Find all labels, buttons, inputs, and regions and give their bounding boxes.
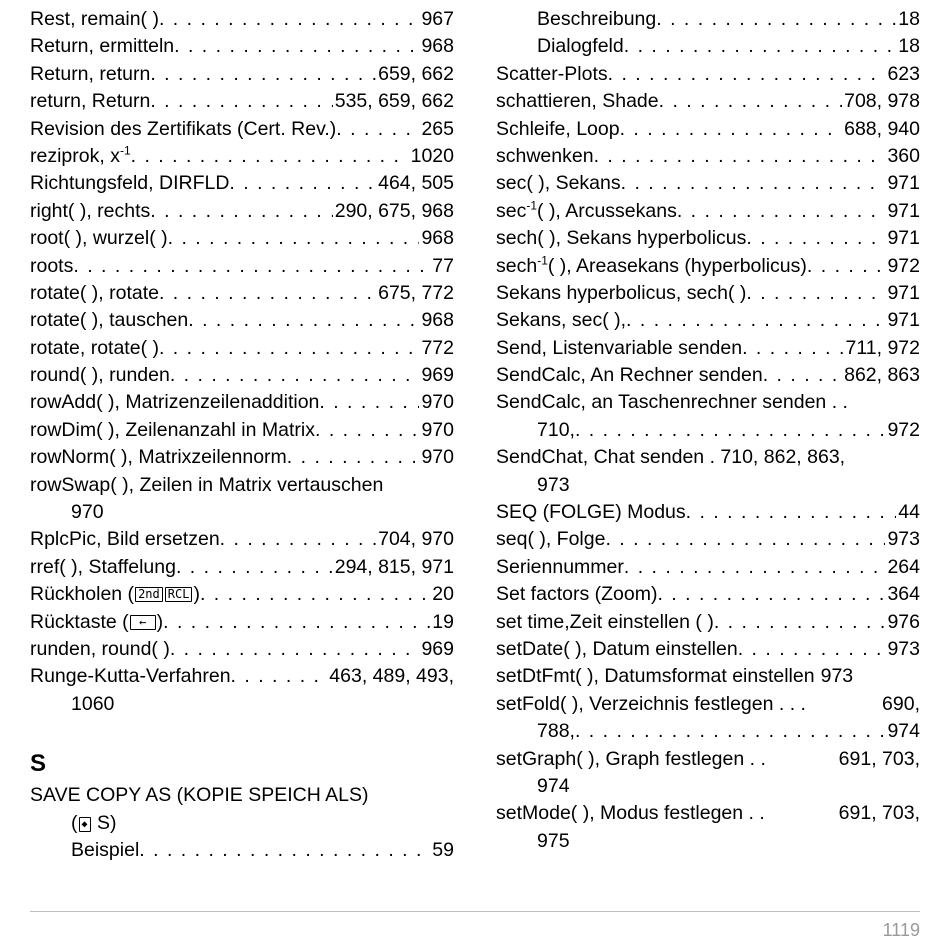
index-term: Rücktaste ( ← ) bbox=[30, 610, 164, 633]
page-ref: 294, 815, 971 bbox=[334, 555, 454, 578]
backspace-key-icon: ← bbox=[130, 615, 156, 630]
index-entry-setdtfmt bbox=[496, 663, 920, 690]
dot-leader bbox=[686, 499, 897, 526]
index-entry-continuation: ( ◆ S) bbox=[71, 811, 117, 834]
dot-leader bbox=[656, 6, 896, 33]
index-entry bbox=[496, 116, 920, 143]
dot-leader bbox=[159, 6, 420, 33]
footer-divider bbox=[30, 911, 920, 912]
page-ref: 18 bbox=[898, 35, 920, 58]
index-term: root( ), wurzel( ) bbox=[30, 227, 168, 250]
index-term: Rückholen ( 2nd RCL ) bbox=[30, 583, 200, 606]
index-entry bbox=[496, 581, 920, 608]
page-ref: 971 bbox=[887, 281, 920, 304]
index-entry-continuation: 970 bbox=[71, 501, 104, 524]
page-ref: 971 bbox=[887, 172, 920, 195]
page-ref: 973 bbox=[887, 528, 920, 551]
index-entry bbox=[30, 88, 454, 115]
index-entry bbox=[30, 444, 454, 471]
index-term: Sekans, sec( ), bbox=[496, 309, 627, 332]
index-term: seq( ), Folge bbox=[496, 528, 606, 551]
index-term: rref( ), Staffelung bbox=[30, 555, 176, 578]
index-entry bbox=[496, 335, 920, 362]
index-entry-continuation: 973 bbox=[537, 473, 570, 496]
index-subentry-beispiel bbox=[30, 837, 454, 864]
index-entry bbox=[496, 143, 920, 170]
index-entry bbox=[496, 554, 920, 581]
index-column-left bbox=[30, 6, 454, 864]
index-entry bbox=[496, 362, 920, 389]
page-ref: 77 bbox=[432, 254, 454, 277]
index-entry bbox=[30, 116, 454, 143]
index-term: Revision des Zertifikats (Cert. Rev.) bbox=[30, 117, 337, 140]
page-ref: 708, 978 bbox=[844, 90, 920, 113]
page-ref: 973 bbox=[820, 665, 854, 688]
page-ref: 18 bbox=[898, 8, 920, 30]
index-term: Return, ermitteln bbox=[30, 35, 175, 58]
dot-leader bbox=[620, 116, 843, 143]
index-subentry bbox=[496, 6, 920, 33]
page-ref: 364 bbox=[887, 583, 920, 606]
index-term: rotate, rotate( ) bbox=[30, 336, 159, 359]
index-entry-setgraph bbox=[496, 746, 920, 773]
index-entry bbox=[30, 198, 454, 225]
dot-leader bbox=[319, 389, 419, 416]
dot-leader bbox=[657, 581, 885, 608]
index-term: runden, round( ) bbox=[30, 637, 170, 660]
index-entry bbox=[30, 417, 454, 444]
index-term: Seriennummer bbox=[496, 555, 624, 578]
index-term: rotate( ), tauschen bbox=[30, 309, 189, 332]
page-ref: 976 bbox=[887, 610, 920, 633]
dot-leader bbox=[139, 837, 430, 864]
index-entry-continuation: 975 bbox=[537, 829, 570, 852]
index-entry bbox=[30, 61, 454, 88]
index-entry bbox=[30, 33, 454, 60]
page-ref: 688, 940 bbox=[844, 117, 920, 140]
index-entry-continuation: 710, . . . 972 bbox=[496, 417, 920, 444]
index-entry bbox=[496, 526, 920, 553]
index-entry-save-copy bbox=[30, 782, 454, 809]
index-entry bbox=[496, 170, 920, 197]
dot-leader bbox=[624, 33, 897, 60]
dot-leader bbox=[163, 609, 430, 636]
index-term: SEQ (FOLGE) Modus bbox=[496, 501, 686, 524]
index-entry bbox=[30, 253, 454, 280]
page-ref: 969 bbox=[421, 364, 454, 387]
index-entry bbox=[496, 280, 920, 307]
dot-leader bbox=[738, 636, 886, 663]
dot-leader bbox=[605, 526, 885, 553]
index-term: SendCalc, an Taschenrechner senden . . bbox=[496, 391, 848, 414]
page-ref: 971 bbox=[887, 227, 920, 250]
dot-leader bbox=[287, 444, 420, 471]
dot-leader bbox=[315, 417, 419, 444]
index-entry bbox=[30, 225, 454, 252]
page-ref: 968 bbox=[421, 227, 454, 250]
dot-leader bbox=[746, 225, 885, 252]
index-entry bbox=[30, 526, 454, 553]
page-ref: 659, 662 bbox=[378, 62, 454, 85]
dot-leader bbox=[714, 609, 886, 636]
index-term: return, Return bbox=[30, 90, 151, 113]
index-entry bbox=[30, 143, 454, 170]
page-ref: 973 bbox=[887, 637, 920, 660]
index-entry-continuation: 1060 bbox=[71, 692, 115, 715]
index-entry-ruecktaste bbox=[30, 609, 454, 636]
index-term: SendChat, Chat senden . 710, 862, 863, bbox=[496, 446, 846, 469]
index-term: rowSwap( ), Zeilen in Matrix vertauschen bbox=[30, 473, 384, 496]
page-ref: 535, 659, 662 bbox=[334, 90, 454, 113]
index-term: Send, Listenvariable senden bbox=[496, 336, 743, 359]
index-entry-continuation: 974 bbox=[537, 774, 570, 797]
index-entry-sendchat bbox=[496, 444, 920, 471]
index-term: sec( ), Sekans bbox=[496, 172, 621, 195]
index-term: roots bbox=[30, 254, 74, 277]
page-ref: 970 bbox=[421, 391, 454, 414]
page-ref: 691, 703, bbox=[838, 802, 920, 825]
dot-leader bbox=[150, 61, 376, 88]
index-column-right bbox=[496, 6, 920, 855]
index-entry bbox=[30, 170, 454, 197]
diamond-key-icon: ◆ bbox=[79, 817, 91, 832]
page-ref: 464, 505 bbox=[378, 172, 454, 195]
dot-leader bbox=[626, 307, 885, 334]
index-term: right( ), rechts bbox=[30, 199, 151, 222]
index-entry-runden bbox=[30, 636, 454, 663]
page-ref: 968 bbox=[421, 309, 454, 332]
dot-leader bbox=[150, 88, 332, 115]
index-term: SAVE COPY AS (KOPIE SPEICH ALS) bbox=[30, 784, 369, 807]
page-ref: 265 bbox=[421, 117, 454, 140]
dot-leader bbox=[807, 253, 886, 280]
page-ref: 623 bbox=[887, 62, 920, 85]
page-ref: 970 bbox=[421, 446, 454, 469]
dot-leader bbox=[170, 636, 420, 663]
index-entry-sech bbox=[496, 225, 920, 252]
page-ref: 972 bbox=[887, 418, 920, 441]
page-ref: 970 bbox=[421, 418, 454, 441]
index-term: $\sec^{-1}$( ), Arcussekans bbox=[496, 198, 677, 222]
index-entry-runge bbox=[30, 663, 454, 690]
2nd-key-icon: 2nd bbox=[135, 587, 163, 602]
index-term: rowDim( ), Zeilenanzahl in Matrix bbox=[30, 418, 315, 441]
index-term: setDtFmt( ), Datumsformat einstellen bbox=[496, 665, 815, 688]
page-ref: 704, 970 bbox=[378, 528, 454, 551]
index-term: Sekans hyperbolicus, sech( ) bbox=[496, 281, 747, 304]
index-term: Richtungsfeld, DIRFLD bbox=[30, 172, 230, 195]
dot-leader bbox=[575, 417, 886, 444]
index-subentry bbox=[496, 33, 920, 60]
dot-leader bbox=[336, 116, 419, 143]
page-ref: 968 bbox=[421, 35, 454, 58]
page-ref: 360 bbox=[887, 144, 920, 167]
page-ref: 967 bbox=[421, 8, 454, 30]
index-term: Runge-Kutta-Verfahren bbox=[30, 665, 231, 688]
index-term: Return, return bbox=[30, 62, 151, 85]
index-term: setFold( ), Verzeichnis festlegen . . . bbox=[496, 692, 806, 715]
dot-leader bbox=[763, 362, 842, 389]
dot-leader bbox=[220, 526, 376, 553]
index-entry bbox=[30, 6, 454, 33]
dot-leader bbox=[159, 280, 376, 307]
dot-leader bbox=[594, 143, 886, 170]
dot-leader bbox=[188, 307, 419, 334]
dot-leader bbox=[159, 335, 419, 362]
index-term: Schleife, Loop bbox=[496, 117, 620, 140]
index-term: Rest, remain( ) bbox=[30, 8, 159, 30]
index-term: rowAdd( ), Matrizenzeilenaddition bbox=[30, 391, 320, 414]
dot-leader bbox=[231, 663, 328, 690]
page-ref: 44 bbox=[898, 501, 920, 524]
index-entry-setfold bbox=[496, 691, 920, 718]
index-entry bbox=[496, 88, 920, 115]
index-term: setMode( ), Modus festlegen . . bbox=[496, 802, 765, 825]
index-term: RplcPic, Bild ersetzen bbox=[30, 528, 220, 551]
section-letter-heading: S bbox=[30, 750, 47, 778]
dot-leader bbox=[608, 61, 886, 88]
page-ref: 772 bbox=[421, 336, 454, 359]
index-entry-sec-inverse bbox=[496, 198, 920, 225]
index-entry bbox=[496, 499, 920, 526]
dot-leader bbox=[168, 225, 420, 252]
index-entry-sendcalc-taschenrechner bbox=[496, 389, 920, 416]
index-entry bbox=[30, 554, 454, 581]
index-entry bbox=[30, 307, 454, 334]
dot-leader bbox=[174, 33, 419, 60]
index-term: reziprok, $x^{-1}$ bbox=[30, 143, 131, 167]
index-term: sech( ), Sekans hyperbolicus bbox=[496, 227, 747, 250]
page-number: 1119 bbox=[882, 920, 920, 940]
index-entry-setmode bbox=[496, 800, 920, 827]
page-ref: 971 bbox=[887, 309, 920, 332]
index-entry bbox=[496, 307, 920, 334]
index-entry-continuation: 788, . . . 974 bbox=[496, 718, 920, 745]
index-term: Beschreibung bbox=[537, 8, 657, 30]
index-entry bbox=[30, 335, 454, 362]
index-term: rowNorm( ), Matrixzeilennorm bbox=[30, 446, 287, 469]
index-entry bbox=[30, 362, 454, 389]
page-ref: 969 bbox=[421, 637, 454, 660]
dot-leader bbox=[742, 335, 843, 362]
page-ref: 1020 bbox=[410, 144, 454, 167]
dot-leader bbox=[73, 253, 430, 280]
dot-leader bbox=[621, 170, 886, 197]
page-ref: 691, 703, bbox=[838, 747, 920, 770]
page-ref: 264 bbox=[887, 555, 920, 578]
page-ref: 690, bbox=[882, 692, 920, 715]
index-entry bbox=[496, 609, 920, 636]
index-term: Beispiel bbox=[71, 838, 140, 861]
dot-leader bbox=[176, 554, 333, 581]
rcl-key-icon: RCL bbox=[165, 587, 193, 602]
page-ref: 59 bbox=[432, 838, 454, 861]
index-term: schattieren, Shade bbox=[496, 90, 659, 113]
index-term: sech$^{-1}$( ), Areasekans (hyperbolicus) bbox=[496, 253, 807, 277]
index-entry bbox=[496, 636, 920, 663]
index-term: Dialogfeld bbox=[537, 35, 624, 58]
index-entry bbox=[30, 280, 454, 307]
page-ref: 971 bbox=[887, 199, 920, 222]
page-ref: 711, 972 bbox=[845, 336, 920, 359]
dot-leader bbox=[659, 88, 842, 115]
index-term: Set factors (Zoom) bbox=[496, 583, 658, 606]
dot-leader bbox=[200, 581, 430, 608]
dot-leader bbox=[624, 554, 886, 581]
index-term: SendCalc, An Rechner senden bbox=[496, 364, 763, 387]
index-entry-rowswap bbox=[30, 472, 454, 499]
page-ref: 20 bbox=[432, 583, 454, 606]
page-ref: 463, 489, 493, bbox=[329, 665, 454, 688]
page-ref: 974 bbox=[887, 720, 920, 743]
page-ref: 19 bbox=[432, 610, 454, 633]
index-entry-sech-inverse bbox=[496, 253, 920, 280]
index-term: Scatter-Plots bbox=[496, 62, 608, 85]
dot-leader bbox=[170, 362, 420, 389]
page-ref: 862, 863 bbox=[844, 364, 920, 387]
index-term: rotate( ), rotate bbox=[30, 281, 159, 304]
dot-leader bbox=[150, 198, 332, 225]
index-term: set time,Zeit einstellen ( ) bbox=[496, 610, 714, 633]
index-term: setDate( ), Datum einstellen bbox=[496, 637, 738, 660]
dot-leader bbox=[746, 280, 885, 307]
dot-leader bbox=[229, 170, 376, 197]
page-ref: 290, 675, 968 bbox=[334, 199, 454, 222]
dot-leader bbox=[575, 718, 886, 745]
index-entry-rueckholen bbox=[30, 581, 454, 608]
dot-leader bbox=[131, 143, 409, 170]
index-term: schwenken bbox=[496, 144, 594, 167]
index-term: setGraph( ), Graph festlegen . . bbox=[496, 747, 766, 770]
page-ref: 675, 772 bbox=[378, 281, 454, 304]
index-entry bbox=[30, 389, 454, 416]
dot-leader bbox=[677, 198, 886, 225]
index-term: round( ), runden bbox=[30, 364, 170, 387]
page-ref: 972 bbox=[887, 254, 920, 277]
index-entry bbox=[496, 61, 920, 88]
